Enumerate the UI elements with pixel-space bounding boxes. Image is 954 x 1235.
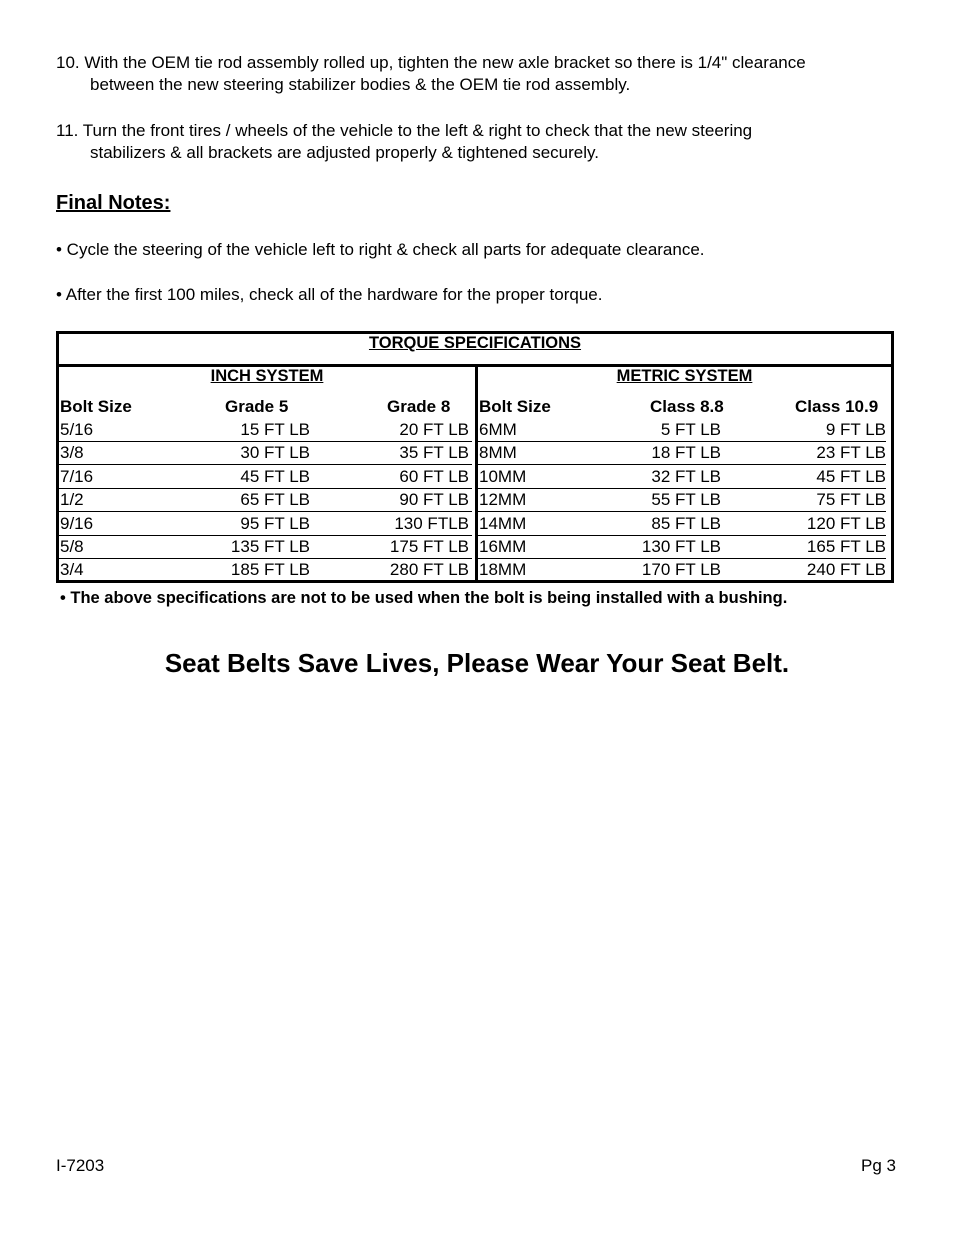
step-text-line2: between the new steering stabilizer bodies & the OEM tie rod assembly. xyxy=(90,75,631,94)
grade-8-cell: 60 FT LB xyxy=(399,466,469,486)
inch-system-title: INCH SYSTEM xyxy=(210,367,324,385)
table-row xyxy=(59,442,472,465)
grade-8-cell: 20 FT LB xyxy=(399,420,469,439)
grade-8-cell: 280 FT LB xyxy=(389,560,469,580)
bolt-size-cell: 5/16 xyxy=(60,420,94,439)
table-row xyxy=(59,536,472,559)
grade-8-cell: 175 FT LB xyxy=(389,537,469,556)
final-note-bullet: • After the first 100 miles, check all of the hardware for the proper torque. xyxy=(56,285,603,304)
table-row xyxy=(59,466,472,489)
specification-note: • The above specifications are not to be used when the bolt is being installed with a bushing. xyxy=(60,589,788,607)
class-10-9-cell: 23 FT LB xyxy=(816,443,886,463)
step-number: 11. xyxy=(56,121,79,140)
row-underline xyxy=(59,581,472,582)
table-row xyxy=(478,442,886,465)
table-row xyxy=(478,513,886,536)
grade-8-cell: 90 FT LB xyxy=(399,490,469,510)
class-8-8-cell: 5 FT LB xyxy=(660,420,721,439)
table-row xyxy=(478,466,886,489)
torque-specifications-table xyxy=(56,331,894,583)
bolt-size-cell: 3/4 xyxy=(60,560,84,580)
table-row xyxy=(59,489,472,512)
class-8-8-cell: 55 FT LB xyxy=(651,490,721,510)
step-text-line2: stabilizers & all brackets are adjusted properly & tightened securely. xyxy=(90,143,599,162)
bolt-size-cell: 6MM xyxy=(479,420,517,439)
bolt-size-cell: 5/8 xyxy=(60,537,84,556)
final-note-bullet: • Cycle the steering of the vehicle left to right & check all parts for adequate clearance. xyxy=(56,240,705,259)
class-8-8-cell: 130 FT LB xyxy=(641,537,721,556)
grade-5-cell: 30 FT LB xyxy=(240,443,310,463)
document-id: I-7203 xyxy=(56,1156,105,1175)
step-text-line1: Turn the front tires / wheels of the vehicle to the left & right to check that the new steering xyxy=(82,121,753,140)
class-10-9-cell: 9 FT LB xyxy=(825,420,886,439)
final-notes-title: Final Notes: xyxy=(56,192,171,214)
bolt-size-cell: 3/8 xyxy=(60,443,84,463)
seat-belt-slogan: Seat Belts Save Lives, Please Wear Your Seat Belt. xyxy=(164,648,790,678)
class-8-8-cell: 18 FT LB xyxy=(651,443,721,463)
bolt-size-cell: 9/16 xyxy=(60,513,94,533)
class-10-9-cell: 75 FT LB xyxy=(816,490,886,510)
table-row xyxy=(478,419,886,442)
class-10-9-cell: 45 FT LB xyxy=(816,466,886,486)
bolt-size-cell: 14MM xyxy=(479,513,527,533)
table-row xyxy=(478,536,886,559)
metric-header-bolt-size: Bolt Size xyxy=(479,397,551,416)
table-row xyxy=(59,513,472,536)
grade-5-cell: 95 FT LB xyxy=(240,513,310,533)
step-number: 10. xyxy=(56,53,80,72)
bolt-size-cell: 12MM xyxy=(479,490,527,510)
class-8-8-cell: 170 FT LB xyxy=(641,560,721,580)
step-10 xyxy=(56,52,916,96)
bolt-size-cell: 10MM xyxy=(479,466,527,486)
row-underline xyxy=(478,581,886,582)
grade-8-cell: 130 FTLB xyxy=(394,513,469,533)
grade-5-cell: 45 FT LB xyxy=(240,466,310,486)
bolt-size-cell: 16MM xyxy=(479,537,527,556)
metric-header-class-8-8: Class 8.8 xyxy=(650,397,724,416)
class-8-8-cell: 85 FT LB xyxy=(651,513,721,533)
table-row xyxy=(478,559,886,582)
table-row xyxy=(59,419,472,442)
table-row xyxy=(478,489,886,512)
class-8-8-cell: 32 FT LB xyxy=(651,466,721,486)
inch-header-grade-5: Grade 5 xyxy=(225,397,289,416)
torque-table-title: TORQUE SPECIFICATIONS xyxy=(368,334,582,352)
metric-header-class-10-9: Class 10.9 xyxy=(795,397,879,416)
class-10-9-cell: 240 FT LB xyxy=(806,560,886,580)
class-10-9-cell: 120 FT LB xyxy=(806,513,886,533)
page-number: Pg 3 xyxy=(861,1156,896,1175)
bolt-size-cell: 18MM xyxy=(479,560,527,580)
grade-8-cell: 35 FT LB xyxy=(399,443,469,463)
step-text-line1: With the OEM tie rod assembly rolled up, tighten the new axle bracket so there is 1/4" clearance xyxy=(84,53,806,72)
grade-5-cell: 135 FT LB xyxy=(230,537,310,556)
table-row xyxy=(59,559,472,582)
bolt-size-cell: 7/16 xyxy=(60,466,94,486)
step-11 xyxy=(56,120,916,164)
bolt-size-cell: 1/2 xyxy=(60,490,84,510)
inch-header-bolt-size: Bolt Size xyxy=(60,397,132,416)
grade-5-cell: 185 FT LB xyxy=(230,560,310,580)
inch-header-grade-8: Grade 8 xyxy=(387,397,451,416)
grade-5-cell: 65 FT LB xyxy=(240,490,310,510)
class-10-9-cell: 165 FT LB xyxy=(806,537,886,556)
bolt-size-cell: 8MM xyxy=(479,443,517,463)
grade-5-cell: 15 FT LB xyxy=(240,420,310,439)
metric-system-title: METRIC SYSTEM xyxy=(616,367,753,385)
